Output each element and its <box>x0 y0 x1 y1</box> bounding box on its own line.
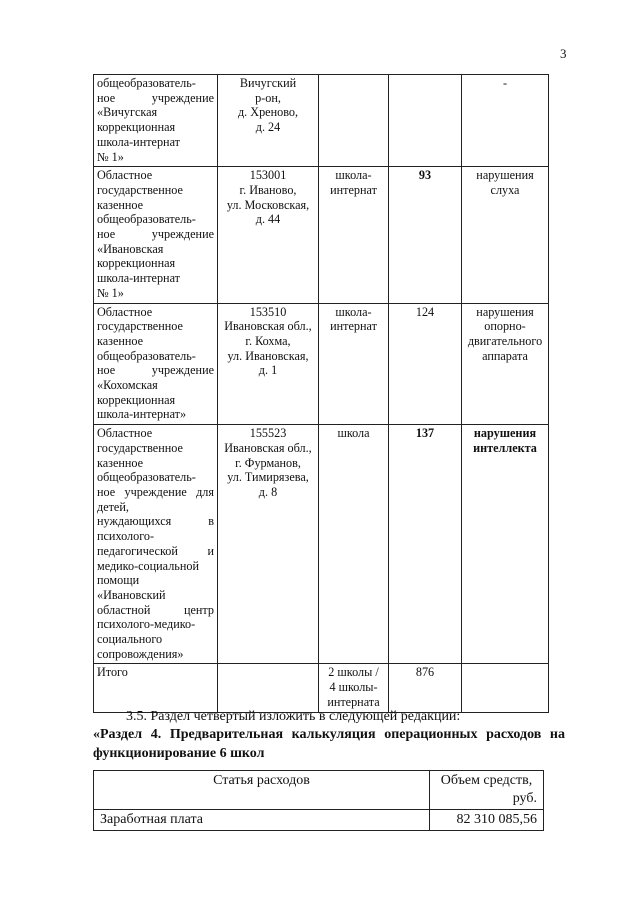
institution-name-line: школа-интернат» <box>97 407 187 422</box>
expenses-header-item: Статья расходов <box>94 771 430 810</box>
school-type <box>319 425 389 664</box>
profile-line: двигательного <box>467 333 543 348</box>
profile-line: аппарата <box>482 348 528 363</box>
institution-name <box>94 425 218 664</box>
address-line: ул. Московская, <box>226 197 310 212</box>
table-row <box>94 425 549 664</box>
institution-name-line: государственное <box>97 319 183 334</box>
school-type <box>319 303 389 425</box>
institution-name-line: сопровождения» <box>97 646 184 661</box>
school-type-line: интернат <box>330 182 377 197</box>
profile-line: нарушения <box>476 304 534 319</box>
total-type-line: 4 школы- <box>329 680 378 695</box>
expenses-amount: 82 310 085,56 <box>430 810 544 831</box>
institution-name-line: Областное <box>97 304 153 319</box>
institution-name-line: психолого-медико- <box>97 617 196 632</box>
table-row <box>94 75 549 167</box>
table-row <box>94 167 549 303</box>
address-line: д. 44 <box>255 212 281 227</box>
address-line: д. 1 <box>258 363 278 378</box>
expenses-item: Заработная плата <box>94 810 430 831</box>
institution-name-line: школа-интернат <box>97 271 180 286</box>
institution-name-line: коррекционная <box>97 392 176 407</box>
expenses-header-amount-line2: руб. <box>512 791 537 806</box>
total-address <box>218 664 319 712</box>
school-type-line: школа <box>337 426 370 441</box>
institution-name-line: помощи <box>97 573 140 588</box>
profile <box>462 167 549 303</box>
institution-name-line: Областное <box>97 168 153 183</box>
address-line: д. Хреново, <box>237 105 299 120</box>
school-type <box>319 75 389 167</box>
address-line: д. 8 <box>258 484 278 499</box>
institution-name-line: общеобразователь- <box>97 470 196 485</box>
student-count: 93 <box>389 167 462 303</box>
institution-name-line: школа-интернат <box>97 134 180 149</box>
address-line: р-он, <box>255 90 281 105</box>
institution-name-line: казенное <box>97 333 144 348</box>
institution-name <box>94 303 218 425</box>
institution-name-line: Областное <box>97 426 153 441</box>
address <box>218 303 319 425</box>
institution-name-line: психолого- <box>97 529 155 544</box>
address <box>218 167 319 303</box>
institution-name-line: «Ивановская <box>97 241 164 256</box>
institution-name-line: нуждающихся в <box>97 514 214 529</box>
institution-name-line: «Ивановский <box>97 587 166 602</box>
institution-name-line: государственное <box>97 182 183 197</box>
institution-name <box>94 167 218 303</box>
total-label: Итого <box>94 664 218 712</box>
student-count <box>389 75 462 167</box>
institution-name-line: № 1» <box>97 149 124 164</box>
total-row <box>94 664 549 712</box>
profile <box>462 303 549 425</box>
institution-name-line: государственное <box>97 440 183 455</box>
page-number: 3 <box>560 46 567 61</box>
profile <box>462 75 549 167</box>
address-line: Ивановская обл., <box>224 440 312 455</box>
profile-line: нарушения <box>473 426 537 441</box>
expenses-header-row <box>94 771 544 810</box>
profile-line: слуха <box>490 182 520 197</box>
address-line: ул. Тимирязева, <box>227 470 309 485</box>
address-line: 155523 <box>249 426 287 441</box>
institution-name-line: педагогической и <box>97 543 214 558</box>
expenses-header-amount <box>430 771 544 810</box>
profile <box>462 425 549 664</box>
institution-name-line: «Вичугская <box>97 105 158 120</box>
address-line: д. 24 <box>255 120 281 135</box>
institution-name-line: ное учреждение <box>97 227 214 242</box>
institution-name-line: коррекционная <box>97 120 176 135</box>
expenses-table <box>93 770 544 831</box>
institution-name-line: ное учреждение <box>97 90 214 105</box>
address-line: г. Кохма, <box>245 333 291 348</box>
institution-name-line: областной центр <box>97 602 214 617</box>
institution-name-line: коррекционная <box>97 256 176 271</box>
address-line: Ивановская обл., <box>224 319 312 334</box>
student-count: 137 <box>389 425 462 664</box>
profile-line: нарушения <box>476 168 534 183</box>
institution-name-line: «Кохомская <box>97 378 158 393</box>
address <box>218 425 319 664</box>
institution-name <box>94 75 218 167</box>
address-line: Вичугский <box>239 76 297 90</box>
institution-name-line: общеобразователь- <box>97 212 196 227</box>
total-count: 876 <box>389 664 462 712</box>
school-type-line: школа- <box>335 168 372 183</box>
institution-name-line: ное учреждение <box>97 363 214 378</box>
institution-name-line: социального <box>97 632 163 647</box>
total-profile <box>462 664 549 712</box>
student-count: 124 <box>389 303 462 425</box>
profile-line: интеллекта <box>473 440 537 455</box>
institution-name-line: общеобразователь- <box>97 348 196 363</box>
institution-name-line: № 1» <box>97 285 124 300</box>
institution-name-line: медико-социальной <box>97 558 199 573</box>
address <box>218 75 319 167</box>
profile-line: - <box>502 76 508 90</box>
section-instruction: 3.5. Раздел четвертый изложить в следующей редакции: <box>126 709 461 724</box>
schools-table <box>93 74 549 713</box>
total-type <box>319 664 389 712</box>
table-row <box>94 303 549 425</box>
section-heading: «Раздел 4. Предварительная калькуляция операционных расходов на функционирование 6 школ <box>93 727 565 761</box>
total-type-line: 2 школы / <box>328 665 379 680</box>
profile-line: опорно- <box>484 319 526 334</box>
address-line: 153001 <box>249 168 287 183</box>
institution-name-line: ное учреждение для <box>97 484 214 499</box>
total-type-line: интерната <box>327 694 380 709</box>
institution-name-line: казенное <box>97 455 144 470</box>
institution-name-line: общеобразователь- <box>97 76 196 90</box>
school-type-line: школа- <box>335 304 372 319</box>
address-line: ул. Ивановская, <box>227 348 309 363</box>
institution-name-line: детей, <box>97 499 129 514</box>
expenses-row <box>94 810 544 831</box>
address-line: 153510 <box>249 304 287 319</box>
school-type <box>319 167 389 303</box>
address-line: г. Иваново, <box>239 182 297 197</box>
school-type-line: интернат <box>330 319 377 334</box>
address-line: г. Фурманов, <box>235 455 301 470</box>
institution-name-line: казенное <box>97 197 144 212</box>
expenses-header-amount-line1: Объем средств, <box>440 773 533 788</box>
